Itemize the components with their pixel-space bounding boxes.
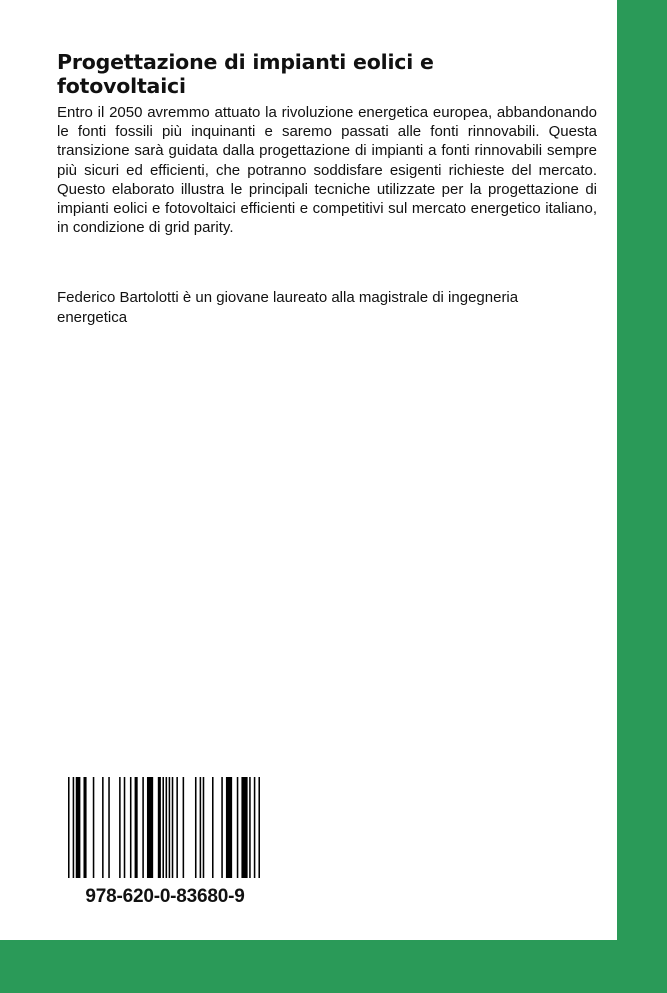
barcode-bar <box>166 777 168 878</box>
barcode-bar <box>183 777 185 878</box>
barcode-bar <box>73 777 75 878</box>
barcode-bar <box>195 777 197 878</box>
book-title: Progettazione di impianti eolici e fotovoltaici <box>57 50 434 98</box>
barcode-bar <box>119 777 121 878</box>
barcode-bar <box>108 777 110 878</box>
barcode-bar <box>68 777 70 878</box>
book-description: Entro il 2050 avremmo attuato la rivoluzione energetica europea, abbandonando le fonti fossili più inquinanti e saremo passati alle fonti rinnovabili. Questa transizione sarà guidata dalla progettazione di impianti a fonti rinnovabili sempre più sicuri ed efficienti, che potranno soddisfare esigenti richieste del mercato. Questo elaborato illustra le principali tecniche utilizzate per la progettazione di impianti eolici e fotovoltaici efficienti e competitivi sul mercato energetico italiano, in condizione di grid parity. <box>57 104 597 237</box>
barcode-bar <box>102 777 104 878</box>
barcode-bar <box>130 777 132 878</box>
barcode-bar <box>212 777 214 878</box>
barcode-bar <box>203 777 205 878</box>
barcode-bar <box>124 777 126 878</box>
barcode-bar <box>258 777 260 878</box>
barcode-bar <box>76 777 81 878</box>
barcode-bar <box>142 777 144 878</box>
barcode <box>68 777 260 878</box>
barcode-bar <box>135 777 138 878</box>
barcode-bar <box>169 777 171 878</box>
barcode-bar <box>237 777 239 878</box>
barcode-bar <box>226 777 232 878</box>
barcode-bar <box>158 777 161 878</box>
isbn-number: 978-620-0-83680-9 <box>85 886 245 907</box>
barcode-bar <box>162 777 164 878</box>
barcode-bar <box>172 777 174 878</box>
barcode-bar <box>147 777 153 878</box>
author-bio: Federico Bartolotti è un giovane laureato alla magistrale di ingegneria energetica <box>57 289 519 326</box>
barcode-bar <box>254 777 256 878</box>
barcode-bar <box>176 777 178 878</box>
barcode-bar <box>200 777 202 878</box>
barcode-bar <box>221 777 223 878</box>
barcode-bar <box>93 777 95 878</box>
green-spine-strip <box>617 0 667 993</box>
barcode-bar <box>83 777 86 878</box>
barcode-bar <box>249 777 251 878</box>
barcode-bar <box>241 777 247 878</box>
